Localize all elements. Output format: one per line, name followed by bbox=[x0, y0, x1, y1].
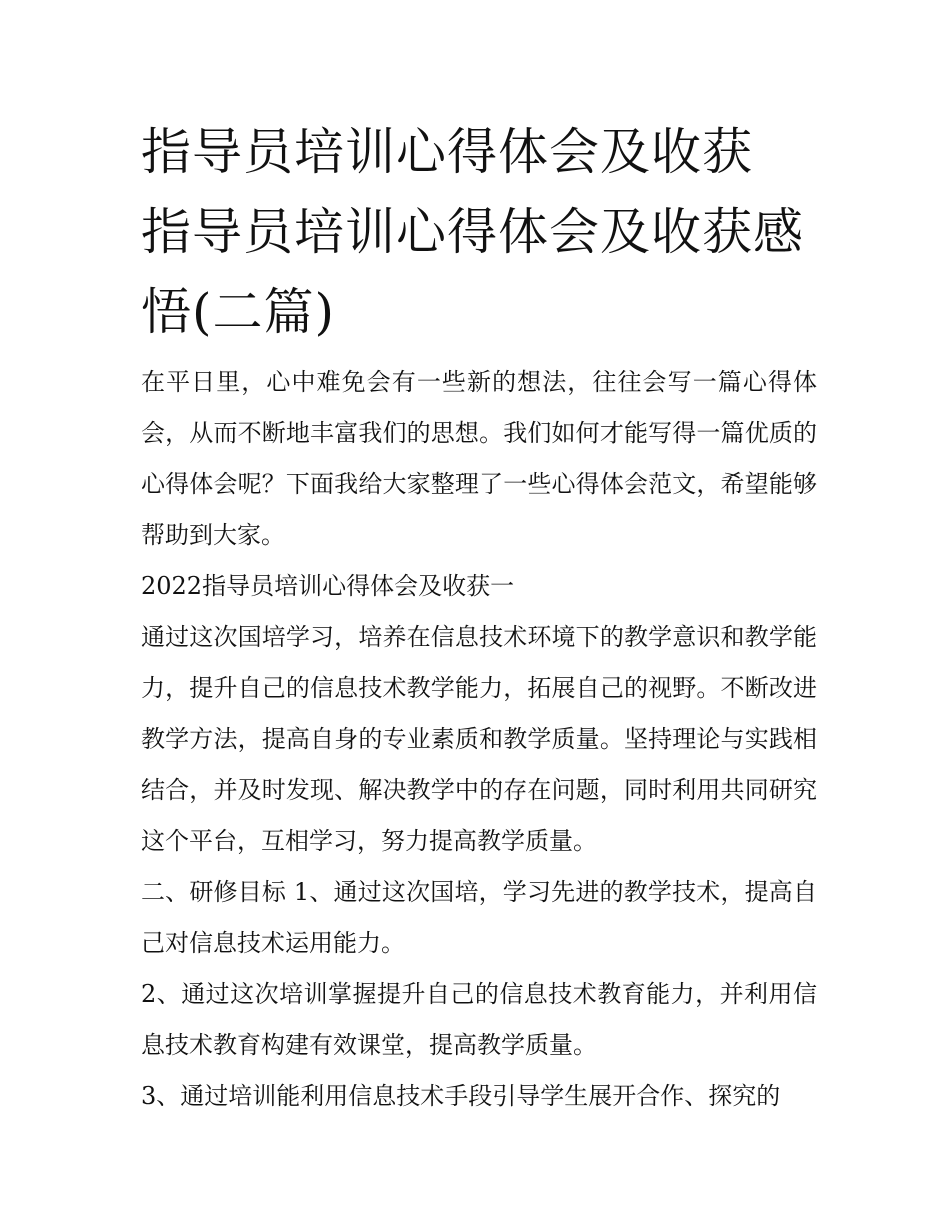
goals-paragraph-3: 3、通过培训能利用信息技术手段引导学生展开合作、探究的 bbox=[141, 1082, 781, 1110]
intro-paragraph: 在平日里，心中难免会有一些新的想法，往往会写一篇心得体会，从而不断地丰富我们的思想。我们如何才能写得一篇优质的心得体会呢？下面我给大家整理了一些心得体会范文，希望能够帮助到大家。 bbox=[141, 368, 817, 549]
goals-paragraph-2: 2、通过这次培训掌握提升自己的信息技术教育能力，并利用信息技术教育构建有效课堂，提高教学质量。 bbox=[141, 980, 817, 1059]
document-title: 指导员培训心得体会及收获 指导员培训心得体会及收获感悟(二篇) bbox=[141, 123, 804, 341]
goals-paragraph-1: 二、研修目标 1、通过这次国培，学习先进的教学技术，提高自己对信息技术运用能力。 bbox=[141, 878, 817, 957]
document-page bbox=[141, 112, 817, 1122]
body-paragraph: 通过这次国培学习，培养在信息技术环境下的教学意识和教学能力，提升自己的信息技术教学能力，拓展自己的视野。不断改进教学方法，提高自身的专业素质和教学质量。坚持理论与实践相结合，并及时发现、解决教学中的存在问题，同时利用共同研究这个平台，互相学习，努力提高教学质量。 bbox=[141, 623, 817, 855]
section-heading: 2022指导员培训心得体会及收获一 bbox=[141, 572, 515, 600]
